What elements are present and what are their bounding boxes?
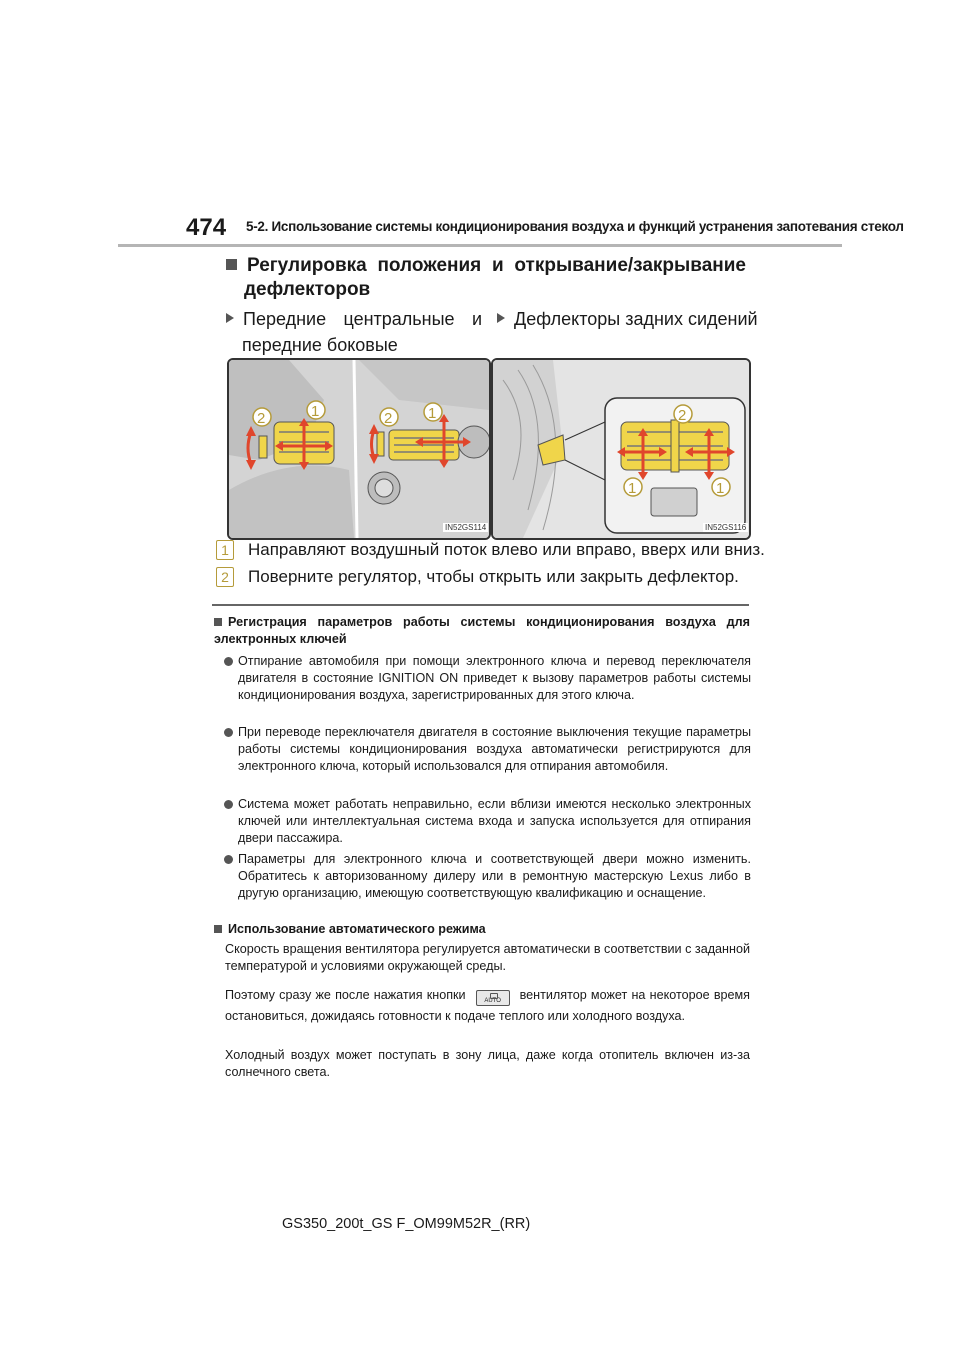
section-title-keys: Регистрация параметров работы системы кондиционирования воздуха для электронных ключей: [214, 615, 750, 646]
triangle-bullet-icon: [226, 313, 234, 323]
section-title-adjust: Регулировка положения и открывание/закрывание: [226, 253, 746, 279]
chapter-header: 5-2. Использование системы кондиционирования воздуха и функций устранения запотевания стекол: [246, 219, 904, 234]
step-1: 1 Направляют воздушный поток влево или вправо, вверх или вниз.: [216, 540, 765, 560]
bullet-item: Параметры для электронного ключа и соответствующей двери можно изменить. Обратитесь к авторизованному дилеру или в ремонтную мастерскую Lexus либо в другую организацию, имеющую соответствующую квалификацию и оснащение.: [224, 851, 751, 902]
bullet-dot-icon: [224, 855, 233, 864]
figure-code: IN52GS114: [445, 523, 487, 532]
triangle-bullet-icon: [497, 313, 505, 323]
bullet-dot-icon: [224, 657, 233, 666]
bullet-item: Система может работать неправильно, если вблизи имеются несколько электронных ключей или интеллектуальная система входа и запуска используется для отпирания двери пассажира.: [224, 796, 751, 847]
front-vents-illustration: [229, 360, 489, 538]
callout-2-label: 2: [384, 410, 393, 427]
figure-front-vents: [227, 358, 491, 540]
section-divider: [212, 604, 749, 606]
step-2: 2 Поверните регулятор, чтобы открыть или закрыть дефлектор.: [216, 567, 739, 587]
callout-1-label: 1: [716, 480, 725, 497]
section-square-icon: [214, 925, 222, 933]
section-square-icon: [226, 259, 237, 270]
section-square-icon: [214, 618, 222, 626]
section-title-auto: Использование автоматического режима: [214, 921, 750, 938]
step-number-badge: 1: [216, 540, 234, 560]
auto-paragraph-1: Скорость вращения вентилятора регулируется автоматически в соответствии с заданной температурой и условиями окружающей среды.: [225, 942, 750, 973]
header-divider: [118, 244, 842, 247]
callout-1-label: 1: [628, 480, 637, 497]
auto-button-icon: AUTO: [476, 990, 510, 1006]
bullet-item: Отпирание автомобиля при помощи электронного ключа и перевод переключателя двигателя в состояние IGNITION ON приведет к вызову параметров работы системы кондиционирования воздуха, зарегистрированных для этого ключа.: [224, 653, 751, 704]
callout-2-label: 2: [257, 410, 266, 427]
callout-1-label: 1: [311, 403, 320, 420]
rear-vents-illustration: [493, 360, 749, 538]
auto-paragraph-2: Поэтому сразу же после нажатия кнопки AUTO вентилятор может на некоторое время остановиться, дожидаясь готовности к подаче теплого или холодного воздуха.: [225, 988, 750, 1023]
page-number: 474: [186, 214, 227, 241]
bullet-dot-icon: [224, 800, 233, 809]
bullet-item: При переводе переключателя двигателя в состояние выключения текущие параметры работы системы кондиционирования воздуха автоматически регистрируются для электронного ключа, который использовался для отпирания автомобиля.: [224, 724, 751, 775]
bullet-dot-icon: [224, 728, 233, 737]
footer-model-code: GS350_200t_GS F_OM99M52R_(RR): [282, 1216, 531, 1232]
label-rear-vents: Дефлекторы задних сидений: [497, 306, 758, 332]
section-title-adjust-line2: дефлекторов: [244, 279, 371, 300]
callout-2-label: 2: [678, 407, 687, 424]
figure-code: IN52GS116: [705, 523, 747, 532]
figure-rear-vents: [491, 358, 751, 540]
step-number-badge: 2: [216, 567, 234, 587]
auto-paragraph-3: Холодный воздух может поступать в зону лица, даже когда отопитель включен из-за солнечного света.: [225, 1048, 750, 1079]
callout-1-label: 1: [428, 405, 437, 422]
label-front-vents: Передние центральные и передние боковые: [226, 306, 482, 384]
